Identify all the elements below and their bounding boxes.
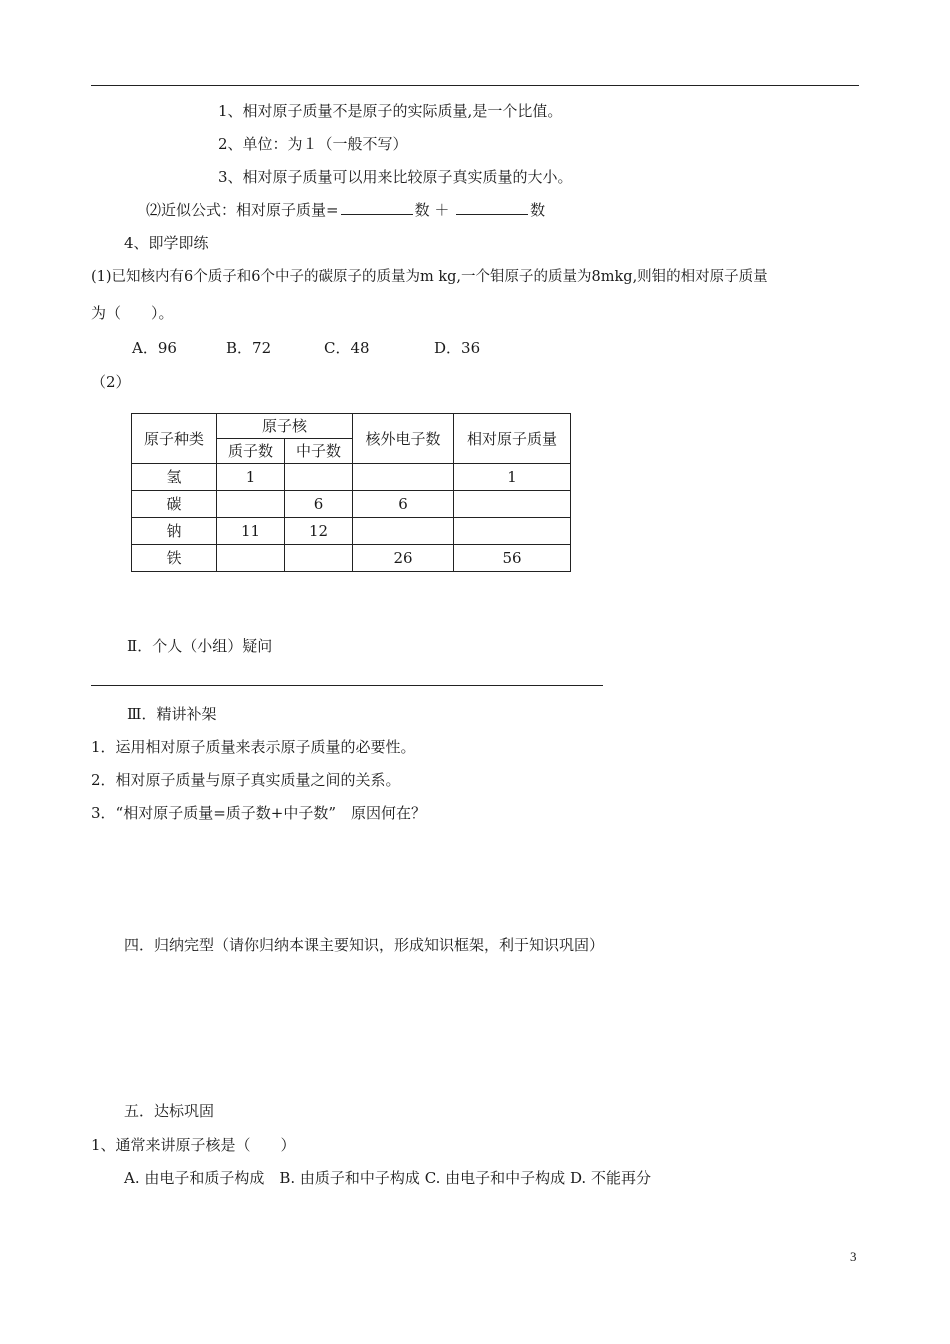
section-4-heading: 四．归纳完型（请你归纳本课主要知识，形成知识框架，利于知识巩固） bbox=[124, 936, 605, 954]
note-1: 1、相对原子质量不是原子的实际质量,是一个比值。 bbox=[218, 102, 563, 120]
section-5-heading: 五．达标巩固 bbox=[124, 1102, 215, 1120]
cell-electrons: 26 bbox=[353, 545, 454, 572]
cell-atom-name: 钠 bbox=[132, 518, 217, 545]
section-3-item-2: 2．相对原子质量与原子真实质量之间的关系。 bbox=[91, 771, 401, 789]
question-1-line-2: 为（ ）。 bbox=[91, 304, 174, 322]
cell-electrons bbox=[353, 518, 454, 545]
question-2-label: （2） bbox=[91, 373, 131, 391]
practice-heading: 4、即学即练 bbox=[124, 234, 209, 252]
option-d: D．36 bbox=[434, 339, 481, 357]
section-3-item-3: 3．“相对原子质量=质子数+中子数” 原因何在？ bbox=[91, 804, 427, 822]
header-atom-kind: 原子种类 bbox=[132, 414, 217, 464]
question-1-line-1: (1)已知核内有6个质子和6个中子的碳原子的质量为m kg,一个钼原子的质量为8mkg,则钼的相对原子质量 bbox=[91, 269, 768, 285]
cell-relative-mass: 56 bbox=[454, 545, 571, 572]
cell-atom-name: 铁 bbox=[132, 545, 217, 572]
cell-neutrons: 12 bbox=[285, 518, 353, 545]
cell-atom-name: 氢 bbox=[132, 464, 217, 491]
section-2-heading: Ⅱ．个人（小组）疑问 bbox=[127, 637, 273, 655]
cell-protons bbox=[217, 545, 285, 572]
section-3-heading: Ⅲ．精讲补架 bbox=[127, 705, 217, 723]
top-rule bbox=[91, 85, 859, 86]
formula-term-2: 数 bbox=[530, 201, 546, 219]
answer-line[interactable] bbox=[91, 685, 603, 686]
table-row bbox=[132, 491, 571, 518]
cell-neutrons bbox=[285, 464, 353, 491]
cell-atom-name: 碳 bbox=[132, 491, 217, 518]
header-protons: 质子数 bbox=[217, 439, 285, 464]
quiz-1-question: 1、通常来讲原子核是（ ） bbox=[91, 1136, 296, 1154]
option-c: C．48 bbox=[324, 339, 370, 357]
cell-protons: 1 bbox=[217, 464, 285, 491]
formula-blank-2[interactable] bbox=[456, 200, 528, 215]
note-2: 2、单位：为１（一般不写） bbox=[218, 135, 408, 153]
cell-relative-mass bbox=[454, 518, 571, 545]
quiz-1-options: A. 由电子和质子构成 B. 由质子和中子构成 C. 由电子和中子构成 D. 不能再分 bbox=[124, 1169, 651, 1187]
cell-electrons: 6 bbox=[353, 491, 454, 518]
cell-neutrons bbox=[285, 545, 353, 572]
header-nucleus: 原子核 bbox=[217, 414, 353, 439]
table-row bbox=[132, 464, 571, 491]
table-row bbox=[132, 518, 571, 545]
option-a: A．96 bbox=[132, 339, 177, 357]
cell-relative-mass: 1 bbox=[454, 464, 571, 491]
note-3: 3、相对原子质量可以用来比较原子真实质量的大小。 bbox=[218, 168, 573, 186]
option-b: B．72 bbox=[226, 339, 272, 357]
table-header-row bbox=[132, 414, 571, 439]
formula-line bbox=[146, 200, 545, 220]
formula-term-1: 数 ＋ bbox=[414, 201, 455, 219]
cell-neutrons: 6 bbox=[285, 491, 353, 518]
formula-prefix: ⑵近似公式：相对原子质量= bbox=[146, 201, 339, 219]
cell-electrons bbox=[353, 464, 454, 491]
section-3-item-1: 1．运用相对原子质量来表示原子质量的必要性。 bbox=[91, 738, 416, 756]
header-electrons: 核外电子数 bbox=[353, 414, 454, 464]
formula-blank-1[interactable] bbox=[341, 200, 413, 215]
cell-relative-mass bbox=[454, 491, 571, 518]
header-relative-mass: 相对原子质量 bbox=[454, 414, 571, 464]
cell-protons bbox=[217, 491, 285, 518]
atom-table bbox=[131, 413, 571, 572]
table-row bbox=[132, 545, 571, 572]
header-neutrons: 中子数 bbox=[285, 439, 353, 464]
page-number: 3 bbox=[850, 1249, 857, 1264]
cell-protons: 11 bbox=[217, 518, 285, 545]
